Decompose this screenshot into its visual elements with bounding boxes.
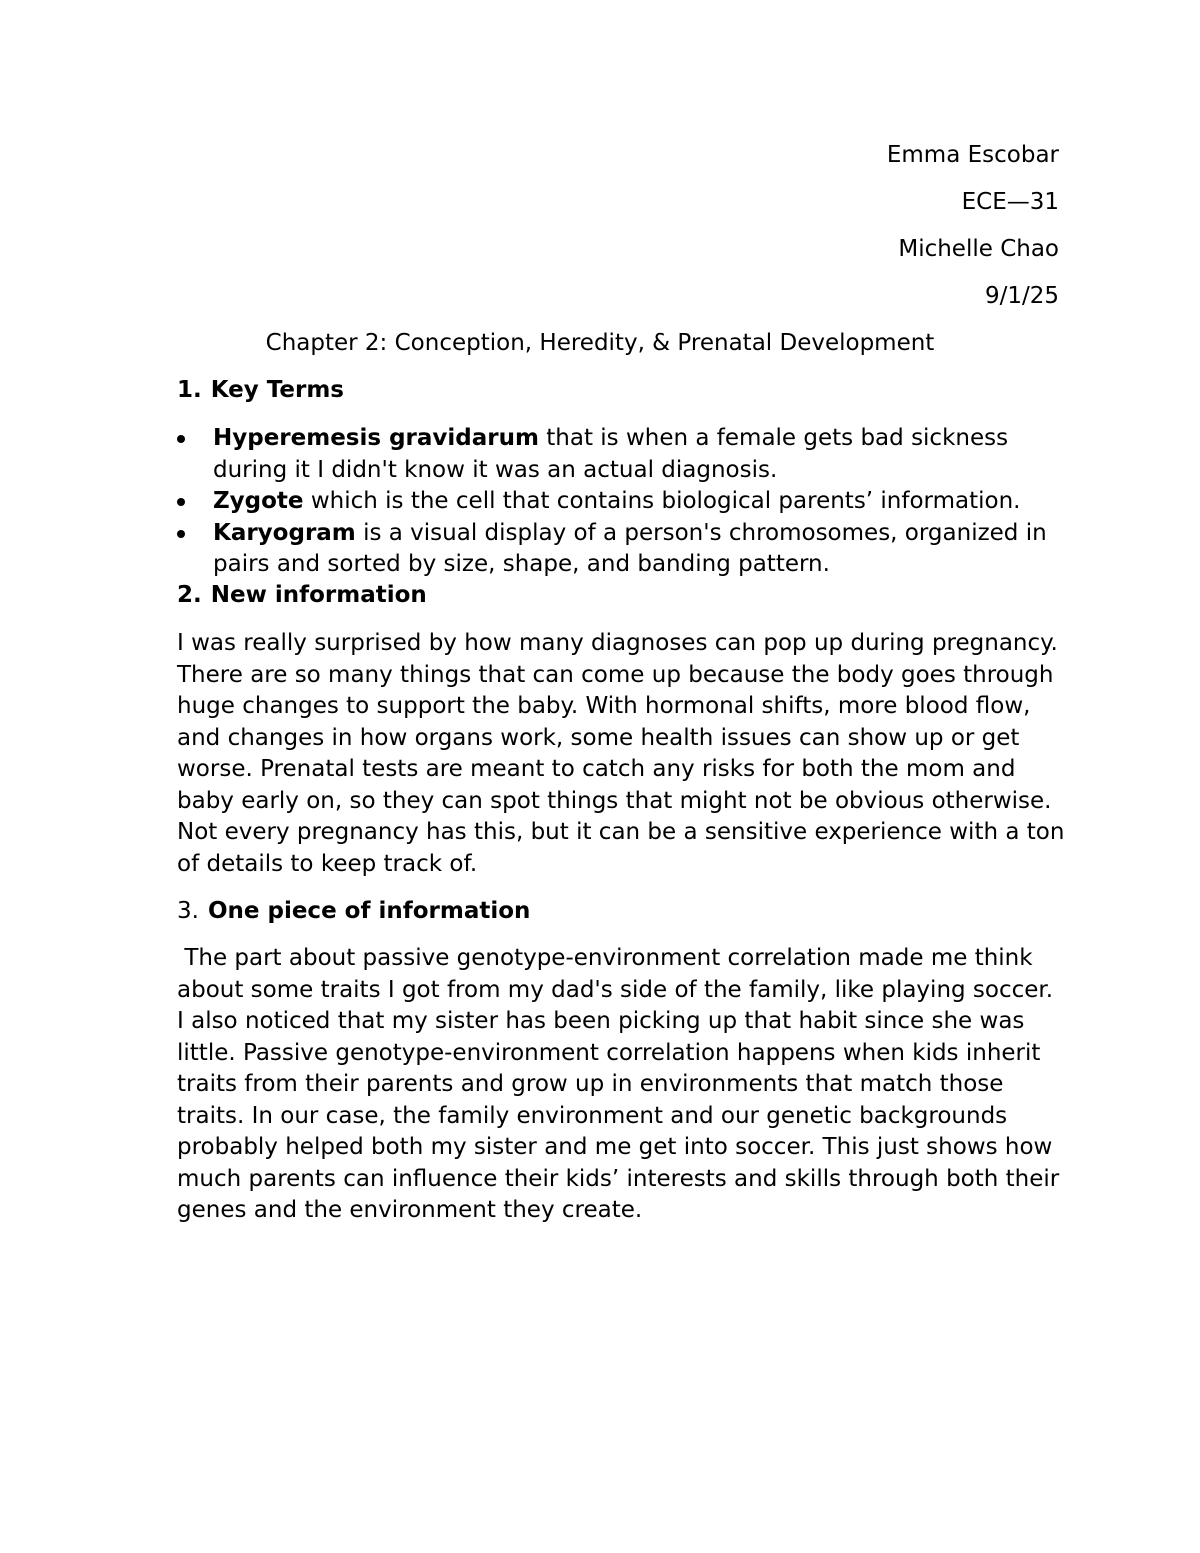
list-item <box>177 518 1047 581</box>
list-item <box>177 423 1047 486</box>
instructor-name: Michelle Chao <box>898 236 1059 262</box>
bullet-icon <box>177 498 185 506</box>
term-definition: is a visual display of a person's chromosomes, organized in pairs and sorted by size, shape, and banding pattern. <box>213 519 1047 577</box>
section-heading-label: Key Terms <box>210 377 344 403</box>
term-definition: that is when a female gets bad sickness during it I didn't know it was an actual diagnosis. <box>213 425 1009 483</box>
date: 9/1/25 <box>984 283 1059 309</box>
course-code: ECE—31 <box>961 189 1059 215</box>
section-heading-new-information <box>177 581 427 609</box>
term-name: Karyogram <box>213 519 356 546</box>
section-heading-one-piece <box>177 897 530 925</box>
one-piece-paragraph: The part about passive genotype-environment correlation made me think about some traits I got from my dad's side of the family, like playing soccer. I also noticed that my sister has been picking up that habit since she was little. Passive genotype-environment correlation happens when kids inherit traits from their parents and grow up in environments that match those traits. In our case, the family environment and our genetic backgrounds probably helped both my sister and me get into soccer. This just shows how much parents can influence their kids’ interests and skills through both their genes and the environment they create. <box>177 945 1067 1223</box>
bullet-icon <box>177 435 185 443</box>
section-number: 3. <box>177 898 199 924</box>
section-number: 1. <box>177 377 202 403</box>
list-item <box>177 486 1047 518</box>
bullet-icon <box>177 530 185 538</box>
key-terms-list <box>177 423 1047 581</box>
section-heading-label: New information <box>210 582 427 608</box>
document-title: Chapter 2: Conception, Heredity, & Prenatal Development <box>265 330 935 356</box>
section-heading-label: One piece of information <box>207 898 531 924</box>
section-number: 2. <box>177 582 202 608</box>
student-name: Emma Escobar <box>886 142 1059 168</box>
new-information-paragraph: I was really surprised by how many diagnoses can pop up during pregnancy. There are so many things that can come up because the body goes through huge changes to support the baby. With hormonal shifts, more blood flow, and changes in how organs work, some health issues can show up or get worse. Prenatal tests are meant to catch any risks for both the mom and baby early on, so they can spot things that might not be obvious otherwise. Not every pregnancy has this, but it can be a sensitive experience with a ton of details to keep track of. <box>177 630 1065 877</box>
term-name: Zygote <box>213 488 304 514</box>
term-name: Hyperemesis gravidarum <box>213 425 539 451</box>
term-definition: which is the cell that contains biological parents’ information. <box>303 488 1021 514</box>
section-heading-key-terms <box>177 376 344 404</box>
